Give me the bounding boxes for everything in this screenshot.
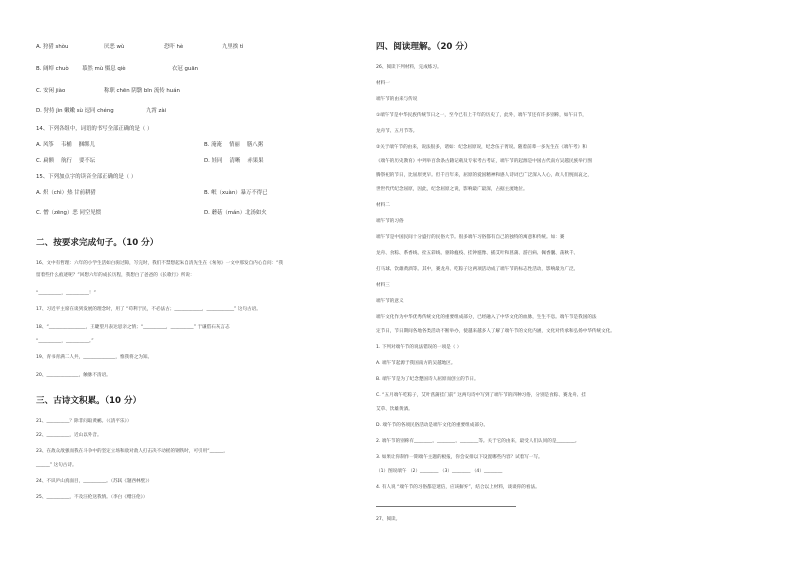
q14-option-a: A. 风筝 韦桶 捆绑儿 <box>36 142 95 148</box>
material-3-para-1: 端午文化作为中华优秀传统文化的重要组成部分，已经融入了中华文化的血脉，生生不息。端午节是我国的法 <box>376 315 597 320</box>
reading-q1-option-d: D. 端午节的各项民俗活动是端午文化的重要组成部分。 <box>376 423 489 428</box>
q13-a-1: A. 狩猎 shòu <box>36 44 69 50</box>
material-2-title: 材料二 <box>376 203 390 208</box>
q21: 21、__________？除非问取黄鹂。（《清平乐》） <box>36 419 132 424</box>
material-1-subtitle: 端午节的由来与传说 <box>376 97 418 102</box>
q14-row-1 <box>36 142 264 149</box>
q27: 27、阅读。 <box>376 517 401 522</box>
q15-stem: 15、下列加点字的读音全部正确的是（ ） <box>36 174 137 180</box>
q22: 22、__________，近山以外音。 <box>36 433 102 438</box>
q13-a-3: 恐吓 hè <box>164 44 184 50</box>
q13-b-1: B. 阔绰 chuò <box>36 66 69 72</box>
q13-c-2: 称职 chēn 阴翳 bīn 流传 huán <box>104 88 180 94</box>
q14-option-b: B. 淹淹 情丽 膳八粥 <box>204 142 264 148</box>
q15-option-b: B. 岷（xuàn）暴万不得已 <box>204 190 268 196</box>
reading-q1-option-a: A. 端午节起源于我国南方的吴越地区。 <box>376 361 456 366</box>
material-1-title: 材料一 <box>376 81 390 86</box>
q13-option-b <box>36 66 199 73</box>
material-2-para-1: 端午节是中国民间十分盛行的民俗大节。很多端午习俗都有自己的独特的寓意和传统。如：赛 <box>376 235 565 240</box>
q20: 20、______________，触脉不清语。 <box>36 373 111 378</box>
q15-row-1 <box>36 190 268 197</box>
reading-q1-option-c2: 艾草、饮雄黄酒。 <box>376 407 413 412</box>
reading-q1: 1. 下列对端午节的说法错误的一项是（ ） <box>376 345 462 350</box>
q15-option-a: A. 炽（chì）热 甘前耕猎 <box>36 190 96 196</box>
material-3-title: 材料三 <box>376 283 390 288</box>
material-1-para-2c: 腾祭祀的节日，比屈原更早。但千百年来，屈原的爱国精神和感人诗词已广泛深入人心，故人们惋而哀之， <box>376 173 592 178</box>
section-4-heading: 四、阅读理解。（20 分） <box>376 42 473 52</box>
q25: 25、__________，不及汪伦送我情。（李白《赠汪伦》） <box>36 495 148 500</box>
q13-b-4: 衣冠 guān <box>172 66 199 72</box>
material-3-subtitle: 端午节的意义 <box>376 299 404 304</box>
answer-line <box>376 506 516 507</box>
q13-option-d <box>36 108 167 115</box>
q14-stem: 14、下列各组中，词语的书写全部正确的是（ ） <box>36 126 153 132</box>
q16-line-2: 留着些什么痕迹呢？”回想六年的成长历程，我想白了爸爸的《长歌行》所说： <box>36 273 195 278</box>
q13-a-2: 厌恶 wù <box>104 44 125 50</box>
reading-q1-option-c: C. “五月端午吃粽子，艾叶菖蒲挂门前” 这两句诗中写到了端午节的四种习俗，分别是食粽、赛龙舟、挂 <box>376 393 586 398</box>
section-3-heading: 三、古诗文积累。（10 分） <box>36 396 142 406</box>
q13-c-1: C. 安闲 jiào <box>36 88 66 94</box>
reading-q1-option-b: B. 端午节是为了纪念楚国诗人屈原而创立的节日。 <box>376 377 479 382</box>
q14-row-2 <box>36 158 264 165</box>
q26-stem: 26、阅读下列材料，完成练习。 <box>376 65 442 70</box>
q19: 19、青书青满二人共，______________，惟我将之为知。 <box>36 355 153 360</box>
q15-row-2 <box>36 210 267 217</box>
q18-line-2: “__________，__________。” <box>36 339 94 344</box>
q13-d-1: D. 狩持 jìn 嫩嫩 sù 逗同 chéng <box>36 108 114 114</box>
q13-a-4: 九里挨 tì <box>222 44 244 50</box>
q13-option-c <box>36 88 180 95</box>
q24: 24、不识庐山真面目，__________。（苏轼《题西林壁》） <box>36 479 153 484</box>
reading-q3-items: （1）图说端午 （2）________ （3）________ （4）________ <box>376 469 503 474</box>
material-1-para-1: ①端午节是中华民族传统节日之一，至今已有上千年的历史了，此外，端午节还有许多别称，如午日节， <box>376 113 587 118</box>
q14-option-d: D. 娃同 清晰 赤果果 <box>204 158 264 164</box>
material-1-para-1b: 龙舟节、五月节等。 <box>376 129 418 134</box>
q14-option-c: C. 扁额 航行 要不坛 <box>36 158 96 164</box>
q13-option-a <box>36 44 244 51</box>
q13-b-2: 慕然 mù 慑息 qiè <box>82 66 126 72</box>
reading-q4: 4. 有人说 “端午节的习俗都是迷信，应该摒弃”，结合以上材料，谈谈你的看法。 <box>376 485 540 490</box>
q15-option-d: D. 蘑菇（mán）北汤如火 <box>204 210 267 216</box>
material-2-para-1c: 打马球、饮雄黄酒等。其中，赛龙舟、吃粽子这两项活动成了端午节的标志性活动，影响最为广泛。 <box>376 267 579 272</box>
material-1-para-2: ②关于端午节的由来，说法很多，诸如：纪念屈原说，纪念伍子胥说。随着前辈一多先生在《端午考》和 <box>376 145 587 150</box>
reading-q3: 3. 如果让你制作一期端午主题的板报，你会安排以下设置哪些内容？试着写一写。 <box>376 455 543 460</box>
material-1-para-2b: 《端午的历史教育》中列举百余条古籍记载及专家考古考证，端午节的起源是中国古代南方吴越民族举行图 <box>376 159 592 164</box>
q23-line-1: 23、在敌众敌强而我在斗争中的坚定立场和敌对敌人打击决不动摇的钢铁时，可引用“______， <box>36 449 228 454</box>
material-2-para-1b: 龙舟、食粽、系香线、拴五彩线、驱除瘟疫、挂钟馗像、插艾叶和菖蒲、游百病、佩香囊、荡秋千、 <box>376 251 579 256</box>
q16-line-1: 16、文中有哲理：六年的小学生活如白驹过隙，写完时，我们不禁想起朱自清先生在《匆匆》一文中那发自内心自问：“我 <box>36 261 284 266</box>
q17: 17、习近平主席在谈到发展的理念时，用了 “苟利于民，不必法古；____________，____________” 这句古语。 <box>36 307 261 312</box>
material-2-subtitle: 端午节的习俗 <box>376 219 404 224</box>
q16-line-3: “__________，__________！” <box>36 291 96 296</box>
material-1-para-2d: 世世代代纪念屈原，因此，纪念屈原之说，影响最广最深，占据主流地位。 <box>376 187 528 192</box>
q18-line-1: 18、“________________，王睫望月表达思亲之情；“__________，__________” 于谦借石灰言志 <box>36 325 230 330</box>
section-2-heading: 二、按要求完成句子。（10 分） <box>36 238 159 248</box>
q13-d-3: 九霄 zài <box>146 108 167 114</box>
q15-option-c: C. 憎（zēng）恶 同空见惯 <box>36 210 102 216</box>
reading-q2: 2. 端午节的别称有________、________、________等。关于它的由来，最受人们认同的是________。 <box>376 439 580 444</box>
material-3-para-1b: 定节日，节日期间各地各类活动不断举办，使越来越多人了解了端午节的文化内涵，文化对传承和弘扬中华传统文化。 <box>376 329 615 334</box>
q23-line-2: ______” 这句古诗。 <box>36 463 77 468</box>
